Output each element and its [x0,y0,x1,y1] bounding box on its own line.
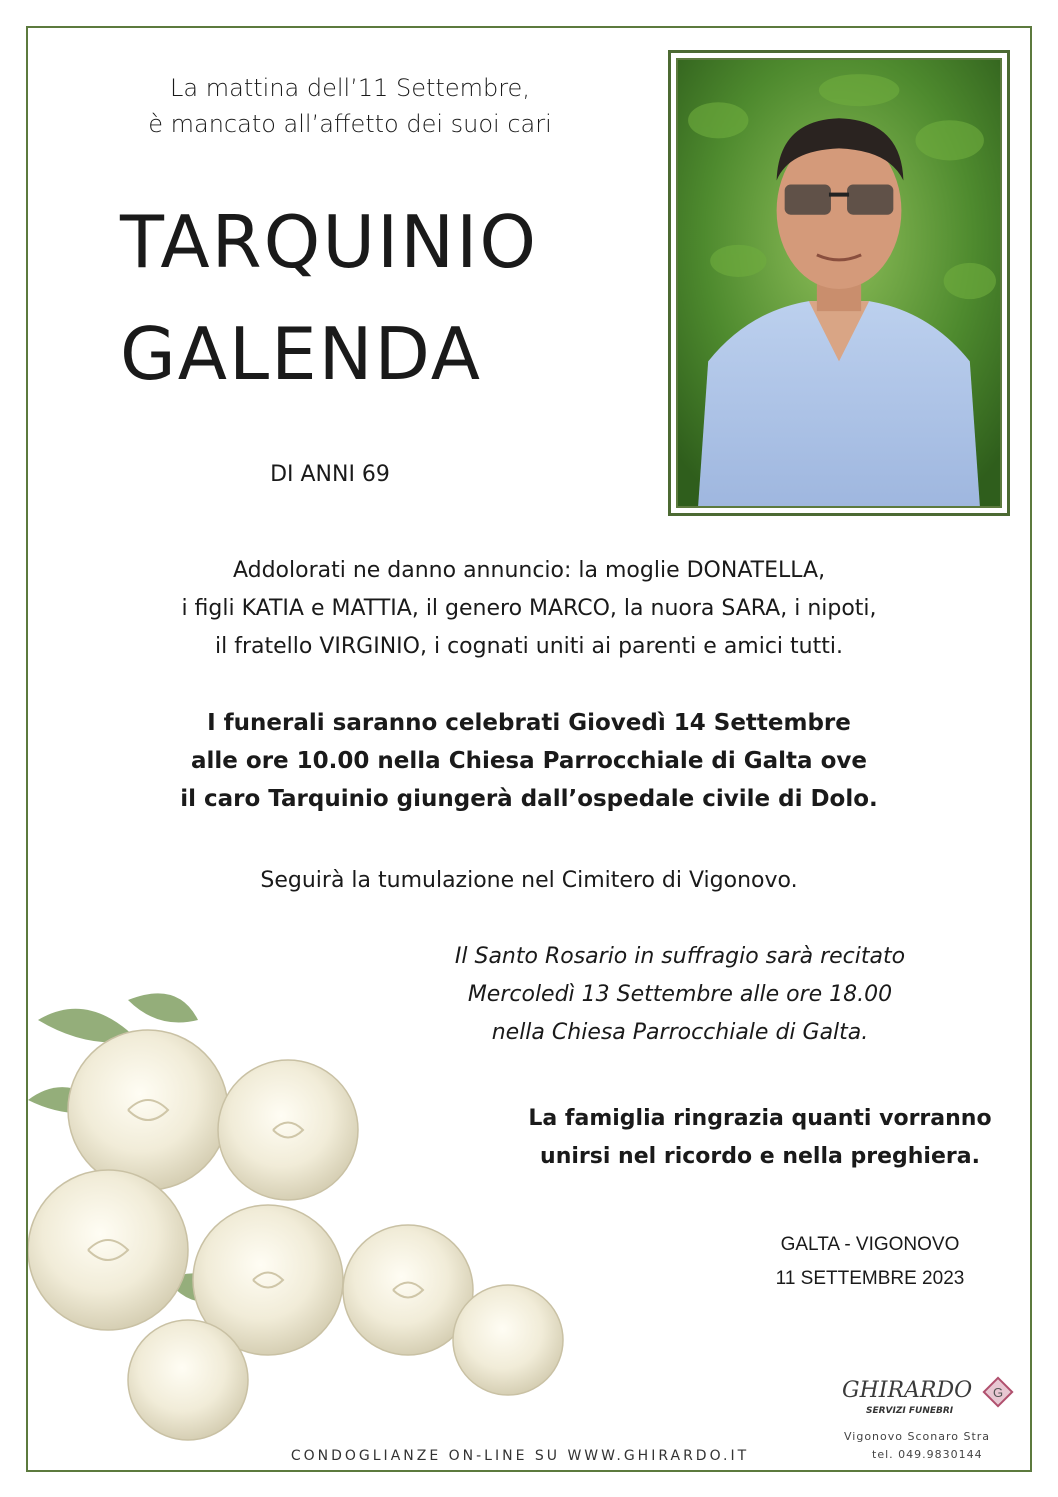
place: GALTA - VIGONOVO [780,1234,960,1255]
agency-diamond-icon [982,1376,1014,1408]
rosary-line: Il Santo Rosario in suffragio sarà recitato [454,944,906,969]
agency-mark-letter: G [992,1385,1004,1400]
date: 11 SETTEMBRE 2023 [775,1268,965,1289]
portrait-frame [668,50,1010,516]
announcement-line: i figli KATIA e MATTIA, il genero MARCO, la nuora SARA, i nipoti, [181,596,877,621]
agency-address: Vigonovo Sconaro Stra [844,1430,991,1443]
rosary-line: Mercoledì 13 Settembre alle ore 18.00 [467,982,893,1007]
agency-logo [832,1372,1032,1462]
deceased-age: DI ANNI 69 [270,462,390,487]
funeral-line: il caro Tarquinio giungerà dall’ospedale civile di Dolo. [180,786,878,812]
announcement-line: Addolorati ne danno annuncio: la moglie DONATELLA, [232,558,826,583]
portrait-photo [676,58,1002,508]
intro-line: è mancato all’affetto dei suoi cari [148,110,552,138]
announcement [60,552,998,666]
agency-name: GHIRARDO [842,1378,973,1403]
announcement-line: il fratello VIRGINIO, i cognati uniti ai parenti e amici tutti. [215,634,843,659]
thanks-line: unirsi nel ricordo e nella preghiera. [540,1144,980,1169]
rosary-notice [380,938,980,1052]
agency-phone: tel. 049.9830144 [872,1448,983,1461]
family-thanks [480,1100,1040,1176]
deceased-name [120,186,590,410]
online-condolences-link[interactable]: CONDOGLIANZE ON-LINE SU WWW.GHIRARDO.IT [290,1448,750,1464]
burial-notice: Seguirà la tumulazione nel Cimitero di Vigonovo. [260,868,798,893]
intro-text [110,70,590,142]
funeral-details [60,704,998,818]
last-name: GALENDA [120,312,482,396]
funeral-line: I funerali saranno celebrati Giovedì 14 Settembre [207,710,851,736]
intro-line: La mattina dell’11 Settembre, [170,74,530,102]
thanks-line: La famiglia ringrazia quanti vorranno [528,1106,992,1131]
place-date [740,1228,1000,1296]
agency-subtitle: SERVIZI FUNEBRI [866,1406,954,1416]
first-name: TARQUINIO [120,200,539,284]
rosary-line: nella Chiesa Parrocchiale di Galta. [491,1020,869,1045]
funeral-line: alle ore 10.00 nella Chiesa Parrocchiale di Galta ove [191,748,867,774]
